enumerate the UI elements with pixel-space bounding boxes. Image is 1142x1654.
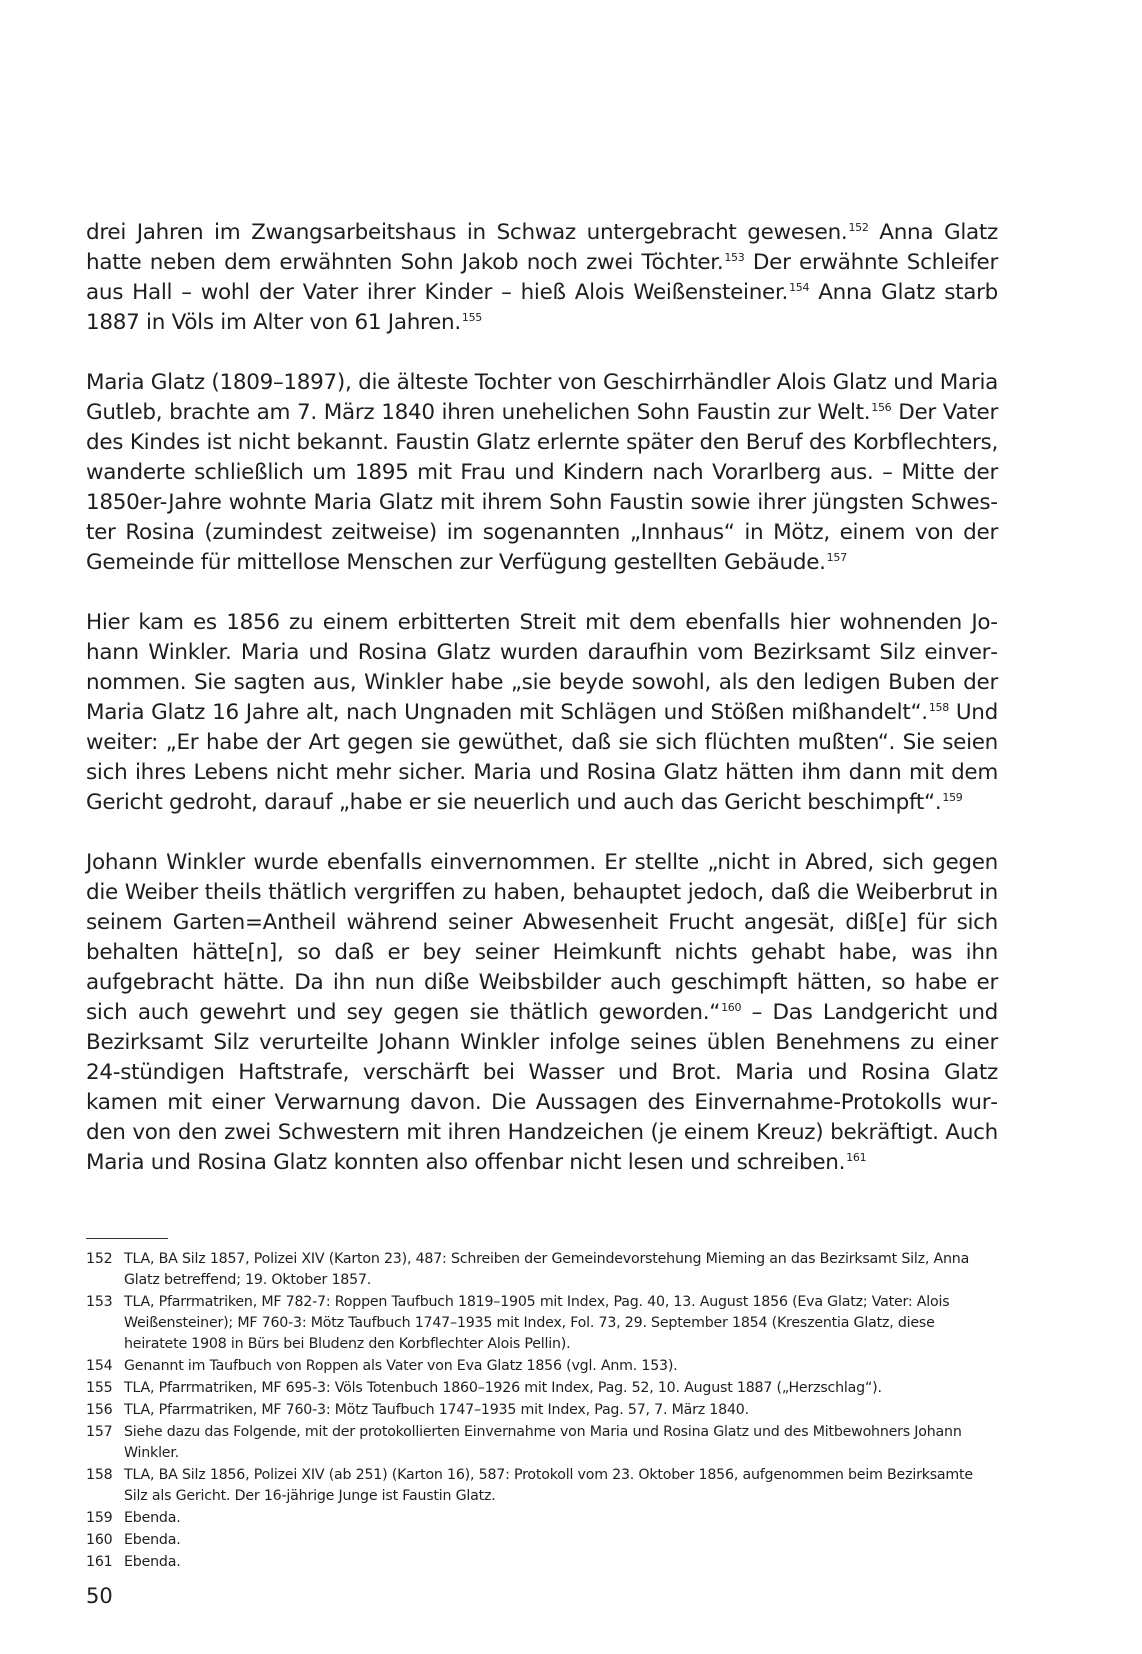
footnote-text: Genannt im Taufbuch von Roppen als Vater von Eva Glatz 1856 (vgl. Anm. 153). [124, 1358, 678, 1374]
footnote-number: 152 [86, 1251, 113, 1267]
footnote [86, 1249, 998, 1291]
footnote-ref[interactable]: 157 [826, 551, 847, 564]
footnote [86, 1356, 998, 1377]
footnote-number: 156 [86, 1402, 113, 1418]
footnote-number: 161 [86, 1554, 113, 1570]
footnote-text: TLA, BA Silz 1856, Polizei XIV (ab 251) (Karton 16), 587: Protokoll vom 23. Oktober 1856, aufgenommen beim Bezirksamte Silz als Gericht. Der 16-jährige Junge ist Faustin Glatz. [124, 1467, 973, 1504]
footnote-number: 153 [86, 1294, 113, 1310]
footnote-text: TLA, Pfarrmatriken, MF 760-3: Mötz Taufbuch 1747–1935 mit Index, Pag. 57, 7. März 1840. [124, 1402, 749, 1418]
footnote-text: Siehe dazu das Folgende, mit der protokollierten Einvernahme von Maria und Rosina Glatz und des Mitbewohners Johann Winkler. [124, 1424, 962, 1461]
footnote [86, 1422, 998, 1464]
footnote-number: 154 [86, 1358, 113, 1374]
paragraph: Maria Glatz (1809–1897), die älteste Tochter von Geschirrhändler Alois Glatz und Maria Gutleb, brachte am 7. März 1840 ihren unehelichen Sohn Faustin zur Welt.$^{156}$ Der Vater des Kindes ist nicht bekannt. Faustin Glatz erlernte später den Beruf des Korbflechters, wanderte schließlich um 1895 mit Frau und Kindern nach Vorarlberg aus. – Mitte der 1850er-Jahre wohnte Maria Glatz mit ihrem Sohn Faustin sowie ihrer jüngsten Schwester Rosina (zumindest zeitweise) im sogenannten „Innhaus“ in Mötz, einem von der Gemeinde für mittellose Menschen zur Verfügung gestellten Gebäude.$^{157}$ [86, 370, 998, 575]
footnote [86, 1292, 998, 1355]
footnote-number: 158 [86, 1467, 113, 1483]
footnote-text: Ebenda. [124, 1510, 181, 1526]
footnote [86, 1530, 998, 1551]
footnote-ref[interactable]: 152 [848, 221, 869, 234]
footnote-text: Ebenda. [124, 1532, 181, 1548]
footnote [86, 1552, 998, 1573]
footnotes [86, 1249, 998, 1574]
footnote-text: Ebenda. [124, 1554, 181, 1570]
footnote-ref[interactable]: 158 [928, 701, 949, 714]
footnote-ref[interactable]: 161 [846, 1151, 867, 1164]
footnote-number: 159 [86, 1510, 113, 1526]
footnote-ref[interactable]: 160 [721, 1001, 742, 1014]
paragraph: Hier kam es 1856 zu einem erbitterten Streit mit dem ebenfalls hier wohnenden Johann Winkler. Maria und Rosina Glatz wurden daraufhin vom Bezirksamt Silz einvernommen. Sie sagten aus, Winkler habe „sie beyde sowohl, als den ledigen Buben der Maria Glatz 16 Jahre alt, nach Ungnaden mit Schlägen und Stößen mißhandelt“.$^{158}$ Und weiter: „Er habe der Art gegen sie gewüthet, daß sie sich flüchten mußten“. Sie seien sich ihres Lebens nicht mehr sicher. Maria und Rosina Glatz hätten ihm dann mit dem Gericht gedroht, darauf „habe er sie neuerlich und auch das Gericht beschimpft“.$^{159}$ [86, 610, 998, 815]
footnote-text: TLA, BA Silz 1857, Polizei XIV (Karton 23), 487: Schreiben der Gemeindevorstehung Mieming an das Bezirksamt Silz, Anna Glatz betreffend; 19. Oktober 1857. [124, 1251, 970, 1288]
page-number: 50 [86, 1584, 113, 1608]
footnote [86, 1378, 998, 1399]
footnote-text: TLA, Pfarrmatriken, MF 695-3: Völs Totenbuch 1860–1926 mit Index, Pag. 52, 10. August 1887 („Herzschlag“). [124, 1380, 882, 1396]
paragraph: drei Jahren im Zwangsarbeitshaus in Schwaz untergebracht gewesen.$^{152}$ Anna Glatz hatte neben dem erwähnten Sohn Jakob noch zwei Töchter.$^{153}$ Der erwähnte Schleifer aus Hall – wohl der Vater ihrer Kinder – hieß Alois Weißensteiner.$^{154}$ Anna Glatz starb 1887 in Völs im Alter von 61 Jahren.$^{155}$ [86, 220, 999, 335]
footnote [86, 1400, 998, 1421]
paragraph: Johann Winkler wurde ebenfalls einvernommen. Er stellte „nicht in Abred, sich gegen die Weiber theils thätlich vergriffen zu haben, behauptet jedoch, daß die Weiberbrut in seinem Garten=Antheil während seiner Abwesenheit Frucht angesät, diß[e] für sich behalten hätte[n], so daß er bey seiner Heimkunft nichts gehabt habe, was ihn aufgebracht hätte. Da ihn nun diße Weibsbilder auch geschimpft hätten, so habe er sich auch gewehrt und sey gegen sie thätlich geworden.“$^{160}$ – Das Landgericht und Bezirksamt Silz verurteilte Johann Winkler infolge seines üblen Benehmens zu einer 24-stündigen Haftstrafe, verschärft bei Wasser und Brot. Maria und Rosina Glatz kamen mit einer Verwarnung davon. Die Aussagen des Einvernahme-Protokolls wurden von den zwei Schwestern mit ihren Handzeichen (je einem Kreuz) bekräftigt. Auch Maria und Rosina Glatz konnten also offenbar nicht lesen und schreiben.$^{161}$ [86, 850, 998, 1175]
footnote-text: TLA, Pfarrmatriken, MF 782-7: Roppen Taufbuch 1819–1905 mit Index, Pag. 40, 13. August 1856 (Eva Glatz; Vater: Alois Weißensteiner); MF 760-3: Mötz Taufbuch 1747–1935 mit Index, Fol. 73, 29. September 1854 (Kreszentia Glatz, diese heiratete 1908 in Bürs bei Bludenz den Korbflechter Alois Pellin). [124, 1294, 950, 1352]
body-text [86, 218, 998, 1208]
footnote-ref[interactable]: 153 [724, 251, 745, 264]
footnote-ref[interactable]: 159 [942, 791, 963, 804]
footnote-separator [86, 1238, 168, 1239]
footnote-number: 160 [86, 1532, 113, 1548]
footnote-ref[interactable]: 156 [871, 401, 892, 414]
footnote-ref[interactable]: 155 [461, 311, 482, 324]
footnote [86, 1465, 998, 1507]
footnote-ref[interactable]: 154 [789, 281, 810, 294]
footnote-number: 157 [86, 1424, 113, 1440]
footnote [86, 1508, 998, 1529]
footnote-number: 155 [86, 1380, 113, 1396]
